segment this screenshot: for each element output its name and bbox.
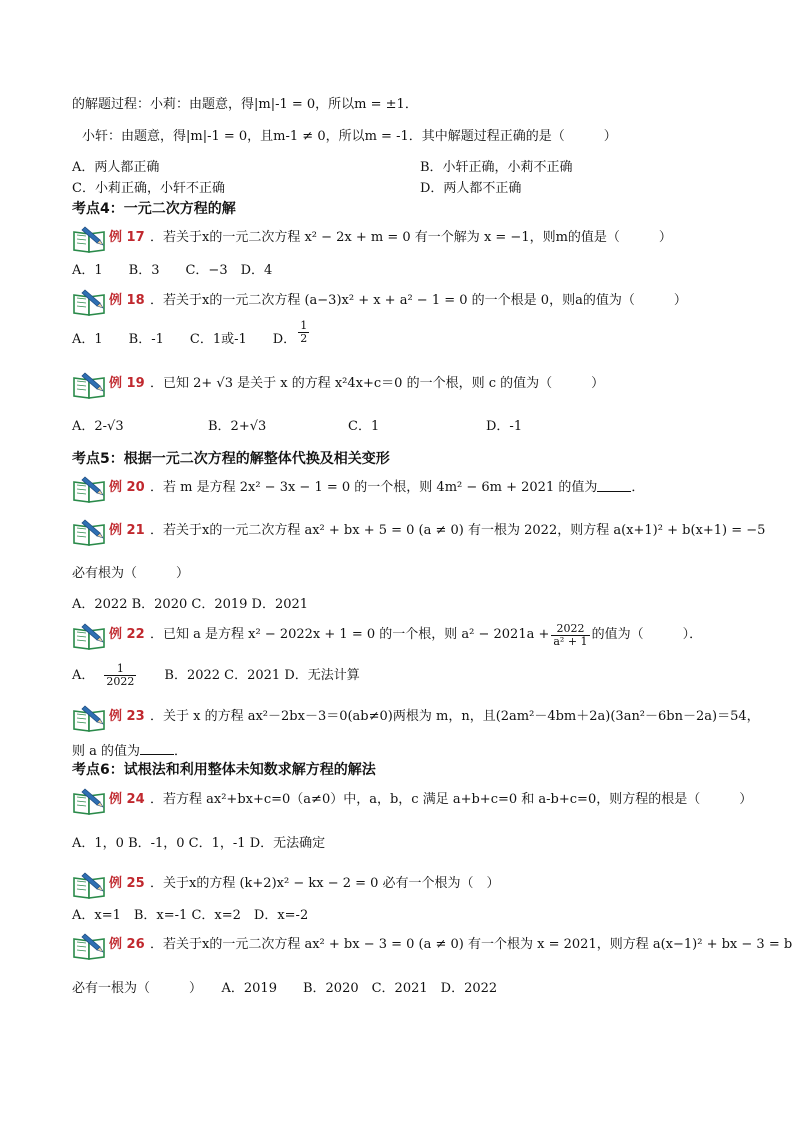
answer-blank (597, 479, 631, 492)
example-24 (72, 785, 752, 815)
example-label: 例 19 (109, 376, 145, 391)
example-text: ．若关于x的一元二次方程 (a−3)x² + x + a² − 1 = 0 的一个根是 0，则a的值为（ ） (150, 293, 687, 308)
example-label: 例 25 (109, 876, 145, 891)
option-a: A．2-√3 (72, 419, 124, 434)
problem-text: 必有根为（ ） (72, 566, 190, 581)
options (72, 663, 360, 688)
book-pen-icon (72, 223, 148, 253)
example-23 (72, 702, 760, 732)
example-22 (72, 620, 702, 650)
problem-text: 的解题过程：小莉：由题意，得|m|-1 = 0，所以m = ±1． (72, 97, 418, 112)
book-pen-icon (72, 286, 148, 316)
problem-text-cont: 则 a 的值为 (72, 744, 141, 759)
example-text-end: 的值为（ ）． (591, 627, 703, 642)
book-pen-icon (72, 620, 148, 650)
fraction-denominator: a² + 1 (553, 634, 588, 648)
example-label: 例 23 (109, 709, 145, 724)
fraction-denominator: 2022 (106, 675, 135, 688)
fraction-numerator: 1 (300, 319, 308, 332)
example-text: ．若 m 是方程 2x² − 3x − 1 = 0 的一个根，则 4m² − 6m + 2021 的值为 (150, 480, 598, 495)
answer-blank (140, 742, 174, 755)
example-text: ．关于 x 的方程 ax²－2bx－3＝0(ab≠0)两根为 m，n，且(2am²－4bm＋2a)(3an²－6bn－2a)＝54， (150, 709, 760, 724)
problem-text: 小轩：由题意，得|m|-1 = 0，且m-1 ≠ 0，所以m = -1．其中解题过程正确的是（ ） (82, 129, 617, 144)
example-text: ．已知 2+ √3 是关于 x 的方程 x²4x+c＝0 的一个根，则 c 的值为（ ） (150, 376, 605, 391)
example-text: ．若关于x的一元二次方程 x² − 2x + m = 0 有一个解为 x = −1，则m的值是（ ） (150, 230, 672, 245)
fraction (104, 663, 136, 688)
options: A．x=1 B．x=-1 C．x=2 D．x=-2 (72, 908, 309, 923)
example-text: ．关于x的方程 (k+2)x² − kx − 2 = 0 必有一个根为（ ） (150, 876, 500, 891)
options: A．2022 B．2020 C．2019 D．2021 (72, 597, 309, 612)
fraction-numerator: 2022 (551, 623, 589, 636)
example-text: ．若关于x的一元二次方程 ax² + bx + 5 = 0 (a ≠ 0) 有一根为 2022，则方程 a(x+1)² + b(x+1) = −5 (150, 523, 766, 538)
example-26 (72, 930, 792, 960)
options (72, 419, 523, 435)
options (72, 319, 311, 348)
example-label: 例 26 (109, 937, 145, 952)
options-text: B．2022 C．2021 D．无法计算 (138, 668, 360, 683)
book-pen-icon (72, 516, 148, 546)
example-19 (72, 369, 604, 399)
fraction-numerator: 1 (104, 663, 136, 676)
example-label: 例 21 (109, 523, 145, 538)
option-row (72, 181, 522, 197)
example-text: ．若方程 ax²+bx+c=0（a≠0）中，a，b，c 满足 a+b+c=0 和 a-b+c=0，则方程的根是（ ） (150, 792, 753, 807)
options-text: A．1 B．-1 C．1或-1 D． (72, 332, 297, 347)
example-text: ．若关于x的一元二次方程 ax² + bx − 3 = 0 (a ≠ 0) 有一个根为 x = 2021，则方程 a(x−1)² + bx − 3 = b (150, 937, 793, 952)
option-a-label: A． (72, 668, 95, 683)
option-b: B．2+√3 (208, 419, 267, 434)
options: A．1 B．3 C．−3 D．4 (72, 263, 273, 278)
section-heading: 考点5：根据一元二次方程的解整体代换及相关变形 (72, 451, 390, 467)
option-b: B．小轩正确，小莉不正确 (420, 160, 573, 175)
option-a: A．两人都正确 (72, 160, 160, 175)
example-label: 例 18 (109, 293, 145, 308)
example-text: ．已知 a 是方程 x² − 2022x + 1 = 0 的一个根，则 a² − 2021a + (150, 627, 550, 642)
book-pen-icon (72, 785, 148, 815)
example-21 (72, 516, 765, 546)
problem-text (72, 742, 187, 760)
option-c: C．小莉正确，小轩不正确 (72, 181, 225, 196)
section-heading: 考点4：一元二次方程的解 (72, 201, 236, 217)
example-20 (72, 473, 644, 503)
example-label: 例 22 (109, 627, 145, 642)
punctuation: ． (174, 744, 188, 759)
fraction (551, 623, 589, 648)
example-label: 例 20 (109, 480, 145, 495)
example-25 (72, 869, 500, 899)
section-heading: 考点6：试根法和利用整体未知数求解方程的解法 (72, 762, 376, 778)
example-label: 例 24 (109, 792, 145, 807)
book-pen-icon (72, 702, 148, 732)
punctuation: ． (631, 480, 645, 495)
option-d: D．两人都不正确 (420, 181, 522, 196)
example-18 (72, 286, 687, 316)
book-pen-icon (72, 473, 148, 503)
book-pen-icon (72, 930, 148, 960)
options: A．1，0 B．-1，0 C．1，-1 D．无法确定 (72, 836, 326, 851)
book-pen-icon (72, 869, 148, 899)
example-17 (72, 223, 672, 253)
book-pen-icon (72, 369, 148, 399)
option-d: D．-1 (486, 419, 523, 434)
option-c: C．1 (348, 419, 380, 434)
fraction (298, 320, 309, 345)
problem-text: 必有一根为（ ） A．2019 B．2020 C．2021 D．2022 (72, 981, 498, 996)
example-label: 例 17 (109, 230, 145, 245)
option-row (72, 160, 573, 176)
fraction-denominator: 2 (300, 332, 308, 345)
